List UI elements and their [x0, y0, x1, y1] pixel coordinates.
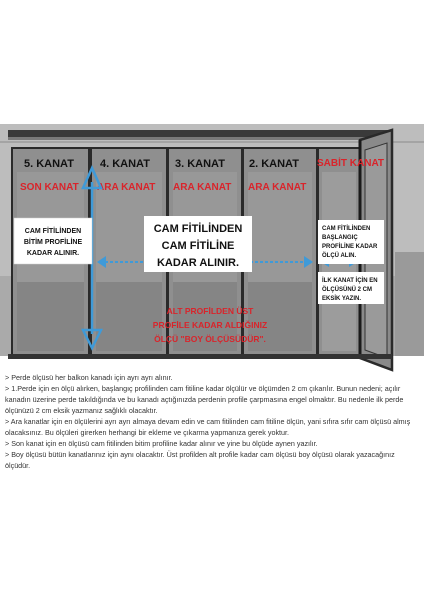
panel-5-lower: [17, 282, 84, 351]
right-top-callout-line-1: CAM FİTİLİNDEN: [322, 226, 371, 232]
top-rail-shadow: [8, 137, 388, 140]
panel-4-lower: [96, 282, 162, 351]
left-callout-line-3: KADAR ALINIR.: [26, 250, 80, 257]
note-1: > Perde ölçüsü her balkon kanadı için ayrı ayrı alınır.: [5, 373, 173, 382]
height-note-line-3: ÖLÇÜ "BOY ÖLÇÜSÜDÜR".: [154, 334, 266, 344]
role-middle-panel-3: ARA KANAT: [248, 182, 307, 193]
height-note-line-1: ALT PROFİLDEN ÜST: [166, 306, 254, 316]
role-middle-panel-1: ARA KANAT: [97, 182, 156, 193]
panel-4-label: 4. KANAT: [100, 158, 150, 170]
bottom-rail: [8, 354, 392, 359]
right-top-callout: [318, 220, 384, 264]
left-callout-line-1: CAM FİTİLİNDEN: [24, 228, 82, 235]
panel-5-label: 5. KANAT: [24, 158, 74, 170]
right-bottom-callout-line-2: ÖLÇÜSÜNÜ 2 CM: [322, 287, 373, 293]
right-bottom-callout: [318, 272, 384, 304]
right-railing: [395, 252, 424, 356]
role-middle-panel-2: ARA KANAT: [173, 182, 232, 193]
right-bottom-callout-line-1: İLK KANAT İÇİN EN: [322, 278, 378, 284]
height-note-line-2: PROFİLE KADAR ALDIĞINIZ: [152, 320, 268, 330]
right-top-callout-line-3: PROFİLİNE KADAR: [322, 244, 378, 250]
fixed-panel-label: SABİT KANAT: [317, 158, 385, 169]
right-top-callout-line-4: ÖLÇÜ ALIN.: [322, 253, 357, 259]
center-callout-line-1: CAM FİTİLİNDEN: [153, 223, 243, 235]
height-note: [153, 306, 267, 344]
note-4: > Son kanat için en ölçüsü cam fitilinden bitim profiline kadar alınır ve yine bu ölçüde aynen yazılır.: [5, 439, 318, 448]
top-rail: [8, 130, 388, 137]
note-3: > Ara kanatlar için en ölçülerini ayrı ayrı almaya devam edin ve cam fitilinden cam fitiline ölçün, yani sıfıra sıfır cam ölçüsü almış olacaksınız. Bu ölçüleri girerken herhangi bir ekleme ve çıkarma yapmanıza gerek yoktur.: [5, 417, 411, 437]
right-bottom-callout-line-3: EKSİK YAZIN.: [322, 296, 362, 302]
panel-3-label: 3. KANAT: [175, 158, 225, 170]
right-top-callout-line-2: BAŞLANGIÇ: [322, 235, 358, 241]
center-callout-line-2: CAM FİTİLİNE: [161, 240, 235, 252]
left-callout: [14, 218, 92, 264]
role-last-panel: SON KANAT: [20, 182, 79, 193]
panel-2-label: 2. KANAT: [249, 158, 299, 170]
note-5: > Boy ölçüsü bütün kanatlarınız için aynı olacaktır. Üst profilden alt profile kadar cam ölçüsü boy ölçüsü olarak yazacağınız ölçüdür.: [5, 450, 395, 470]
note-2: > 1.Perde için en ölçü alırken, başlangıç profilinden cam fitiline kadar ölçülür ve ölçümden 2 cm çıkarılır. Bunun nedeni; açılır kanadın üzerine perde takıldığında ve bu kanadı açtığınızda perdenin profile çarpmasına engel olmaktır. Bu nedenle ilk perde ölçünüzü 2 cm eksik yazmanız sağlıklı olacaktır.: [5, 384, 404, 415]
center-callout-line-3: KADAR ALINIR.: [156, 257, 240, 269]
center-callout: [144, 216, 252, 272]
left-callout-line-2: BİTİM PROFİLİNE: [23, 239, 83, 246]
instruction-notes: [5, 372, 419, 471]
